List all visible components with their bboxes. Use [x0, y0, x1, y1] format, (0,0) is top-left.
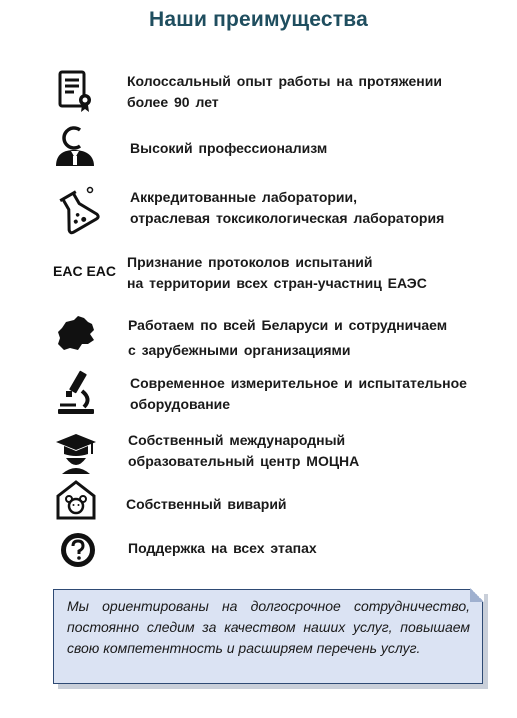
belarus-map-icon	[52, 310, 100, 358]
advantage-text-line2: с зарубежными организациями	[128, 342, 351, 358]
advantage-text-line2: отраслевая токсикологическая лаборатория	[130, 210, 445, 226]
professional-person-icon	[52, 124, 100, 172]
advantage-text-line1: Колоссальный опыт работы на протяжении	[127, 73, 442, 89]
advantage-text-line1: Современное измерительное и испытательное	[130, 375, 467, 391]
advantage-text-line1: Признание протоколов испытаний	[127, 254, 373, 270]
note-box	[53, 589, 483, 684]
advantage-text-line1: Работаем по всей Беларуси и сотрудничаем	[128, 317, 448, 333]
advantage-text-line1: Поддержка на всех этапах	[128, 540, 317, 556]
advantage-text-line2: более 90 лет	[127, 94, 219, 110]
advantage-text-line1: Собственный международный	[128, 432, 346, 448]
vivarium-house-icon	[54, 478, 98, 522]
advantage-text-line1: Собственный виварий	[126, 496, 287, 512]
microscope-icon	[52, 369, 100, 417]
certificate-icon	[52, 68, 100, 116]
advantage-text-line2: образовательный центр МОЦНА	[128, 453, 360, 469]
advantage-text-line1: Высокий профессионализм	[130, 140, 328, 156]
note-text: Мы ориентированы на долгосрочное сотрудничество, постоянно следим за качеством наших услуг, повышаем свою компетентность и расширяем перечень услуг.	[67, 598, 470, 656]
page-title: Наши преимущества	[149, 8, 368, 31]
advantage-text-line2: оборудование	[130, 396, 231, 412]
note-folded-corner	[470, 588, 484, 602]
advantage-text-line2: на территории всех стран-участниц ЕАЭС	[127, 275, 427, 291]
eac-mark-icon	[52, 250, 117, 290]
graduation-cap-icon	[52, 428, 100, 476]
eac-mark-text: EAC EAC	[53, 263, 117, 279]
lab-flask-icon	[52, 184, 100, 232]
advantage-text-line1: Аккредитованные лаборатории,	[130, 189, 358, 205]
question-support-icon	[58, 530, 98, 570]
